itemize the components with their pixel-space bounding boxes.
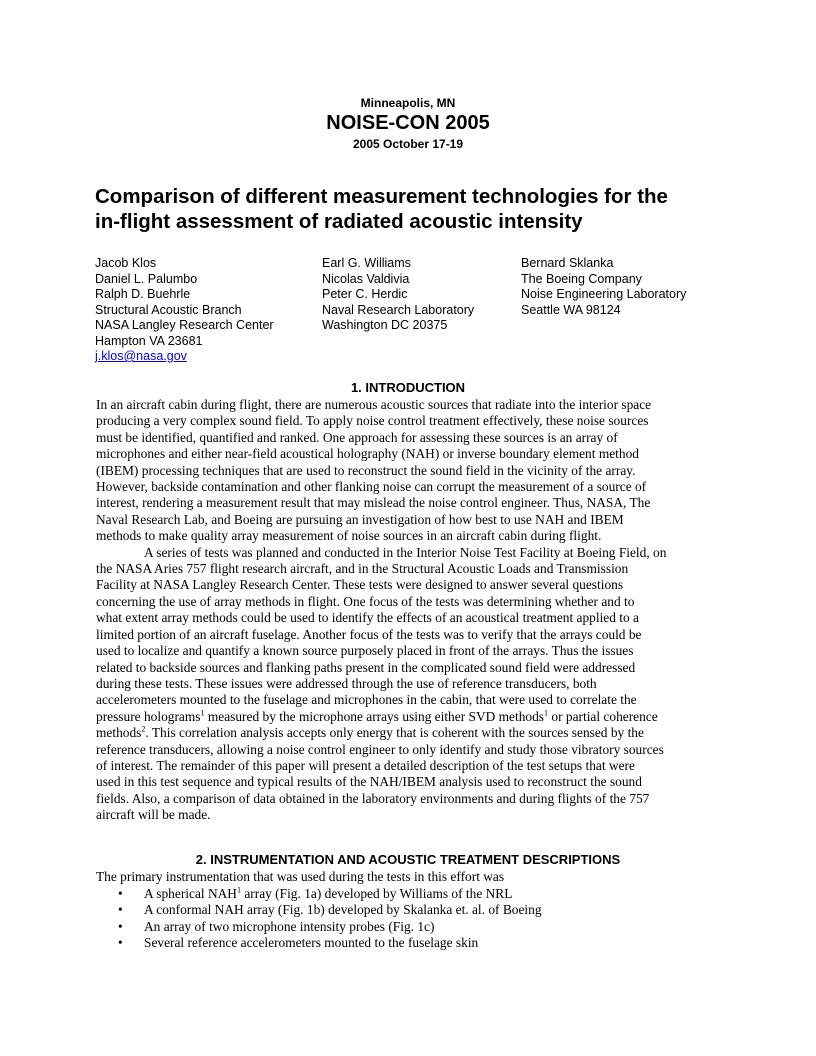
text-line: producing a very complex sound field. To apply noise control treatment effectively, these noise sources	[96, 413, 649, 429]
text-line: fields. Also, a comparison of data obtained in the laboratory environments and during flights of the 757	[96, 790, 650, 806]
paper-title-line-1: Comparison of different measurement technologies for the	[95, 185, 668, 208]
text-line: pressure holograms$^1$ measured by the microphone arrays using either SVD methods$^1$ or partial coherence	[96, 708, 658, 724]
text-line: of interest. The remainder of this paper will present a detailed description of the test setups that were	[96, 757, 635, 773]
author-block-nasa	[95, 256, 274, 365]
citation-superscript: 1	[236, 885, 241, 895]
author-address: Washington DC 20375	[322, 318, 448, 332]
paper-title	[95, 184, 735, 234]
citation-superscript: 2	[141, 724, 146, 734]
text-line: methods$^2$. This correlation analysis accepts only energy that is coherent with the sources sensed by the	[96, 724, 644, 741]
author-address: Hampton VA 23681	[95, 333, 203, 348]
text-line: microphones and either near-field acoustical holography (NAH) or inverse boundary element method	[96, 446, 639, 462]
text-line: The primary instrumentation that was used during the tests in this effort was	[96, 869, 505, 884]
author-name: Ralph D. Buehrle	[95, 287, 191, 301]
bullet-icon: •	[118, 886, 123, 901]
introduction-text	[96, 397, 736, 824]
paper-title-line-2: in-flight assessment of radiated acoustic intensity	[95, 210, 583, 233]
text-line: must be identified, quantified and ranked. One approach for assessing these sources is an array of	[96, 429, 618, 445]
author-affiliation: Structural Acoustic Branch	[95, 302, 242, 317]
author-affiliation: Noise Engineering Laboratory	[521, 287, 687, 301]
author-name: Peter C. Herdic	[322, 287, 408, 301]
author-name: Nicolas Valdivia	[322, 271, 410, 286]
author-block-boeing	[521, 256, 686, 318]
author-name: Earl G. Williams	[322, 256, 411, 270]
author-block-nrl	[322, 256, 474, 334]
text-line: reference transducers, allowing a noise control engineer to only identify and study those vibratory sources	[96, 741, 664, 757]
text-line: limited portion of an aircraft fuselage. Another focus of the tests was to verify that the arrays could be	[96, 626, 642, 642]
bullet-icon: •	[118, 918, 123, 934]
text-line: accelerometers mounted to the fuselage and microphones in the cabin, that were used to correlate the	[96, 692, 637, 708]
list-item: • Several reference accelerometers mounted to the fuselage skin	[118, 935, 479, 951]
text-line: However, backside contamination and other flanking noise can corrupt the measurement of a source of	[96, 479, 647, 495]
citation-superscript: 1	[544, 708, 549, 718]
list-item: • A spherical NAH$^1$ array (Fig. 1a) developed by Williams of the NRL	[118, 885, 513, 901]
text-line: In an aircraft cabin during flight, there are numerous acoustic sources that radiate into the interior space	[96, 397, 652, 412]
text-line: used to localize and quantify a known source purposely placed in front of the arrays. Thus the issues	[96, 643, 634, 659]
instrumentation-list	[118, 886, 758, 952]
text-line: the NASA Aries 757 flight research aircraft, and in the Structural Acoustic Loads and Transmission	[96, 561, 629, 577]
text-line: Facility at NASA Langley Research Center. These tests were designed to answer several questions	[96, 577, 624, 593]
text-line: A series of tests was planned and conducted in the Interior Noise Test Facility at Boeing Field, on	[144, 544, 667, 560]
conference-dates: 2005 October 17-19	[352, 137, 464, 151]
text-line: related to backside sources and flanking paths present in the complicated sound field were addressed	[96, 659, 636, 675]
author-name: Daniel L. Palumbo	[95, 271, 198, 286]
author-name: Jacob Klos	[95, 256, 157, 270]
author-affiliation: NASA Langley Research Center	[95, 318, 274, 332]
section-heading-introduction: 1. INTRODUCTION	[350, 380, 466, 395]
text-line: (IBEM) processing techniques that are used to reconstruct the sound field in the vicinity of the array.	[96, 462, 636, 478]
text-line: during these tests. These issues were addressed through the use of reference transducers, both	[96, 675, 597, 691]
conference-name: NOISE-CON 2005	[326, 112, 490, 134]
text-line: Naval Research Lab, and Boeing are pursuing an investigation of how best to use NAH and IBEM	[96, 511, 624, 527]
bullet-icon: •	[118, 902, 123, 918]
text-line: interest, rendering a measurement result that may mislead the noise control engineer. Thus, NASA, The	[96, 495, 651, 511]
list-item: • An array of two microphone intensity probes (Fig. 1c)	[118, 918, 435, 934]
author-affiliation: Naval Research Laboratory	[322, 302, 475, 317]
instrumentation-intro	[96, 869, 736, 885]
text-line: what extent array methods could be used to identify the effects of an acoustical treatment applied to a	[96, 610, 639, 626]
text-line: used in this test sequence and typical results of the NAH/IBEM analysis used to reconstruct the sound	[96, 774, 642, 790]
list-item: • A conformal NAH array (Fig. 1b) developed by Skalanka et. al. of Boeing	[118, 902, 542, 918]
text-line: aircraft will be made.	[96, 807, 211, 823]
citation-superscript: 1	[200, 708, 205, 718]
author-name: Bernard Sklanka	[521, 256, 614, 270]
section-heading-instrumentation: 2. INSTRUMENTATION AND ACOUSTIC TREATMENT DESCRIPTIONS	[195, 852, 621, 867]
conference-location: Minneapolis, MN	[360, 96, 456, 110]
author-email-link[interactable]: j.klos@nasa.gov	[95, 349, 187, 363]
author-affiliation: The Boeing Company	[521, 271, 642, 286]
text-line: concerning the use of array methods in flight. One focus of the tests was determining whether and to	[96, 593, 635, 609]
bullet-icon: •	[118, 935, 123, 951]
author-address: Seattle WA 98124	[521, 302, 621, 317]
text-line: methods to make quality array measurement of noise sources in an aircraft cabin during flight.	[96, 528, 602, 544]
